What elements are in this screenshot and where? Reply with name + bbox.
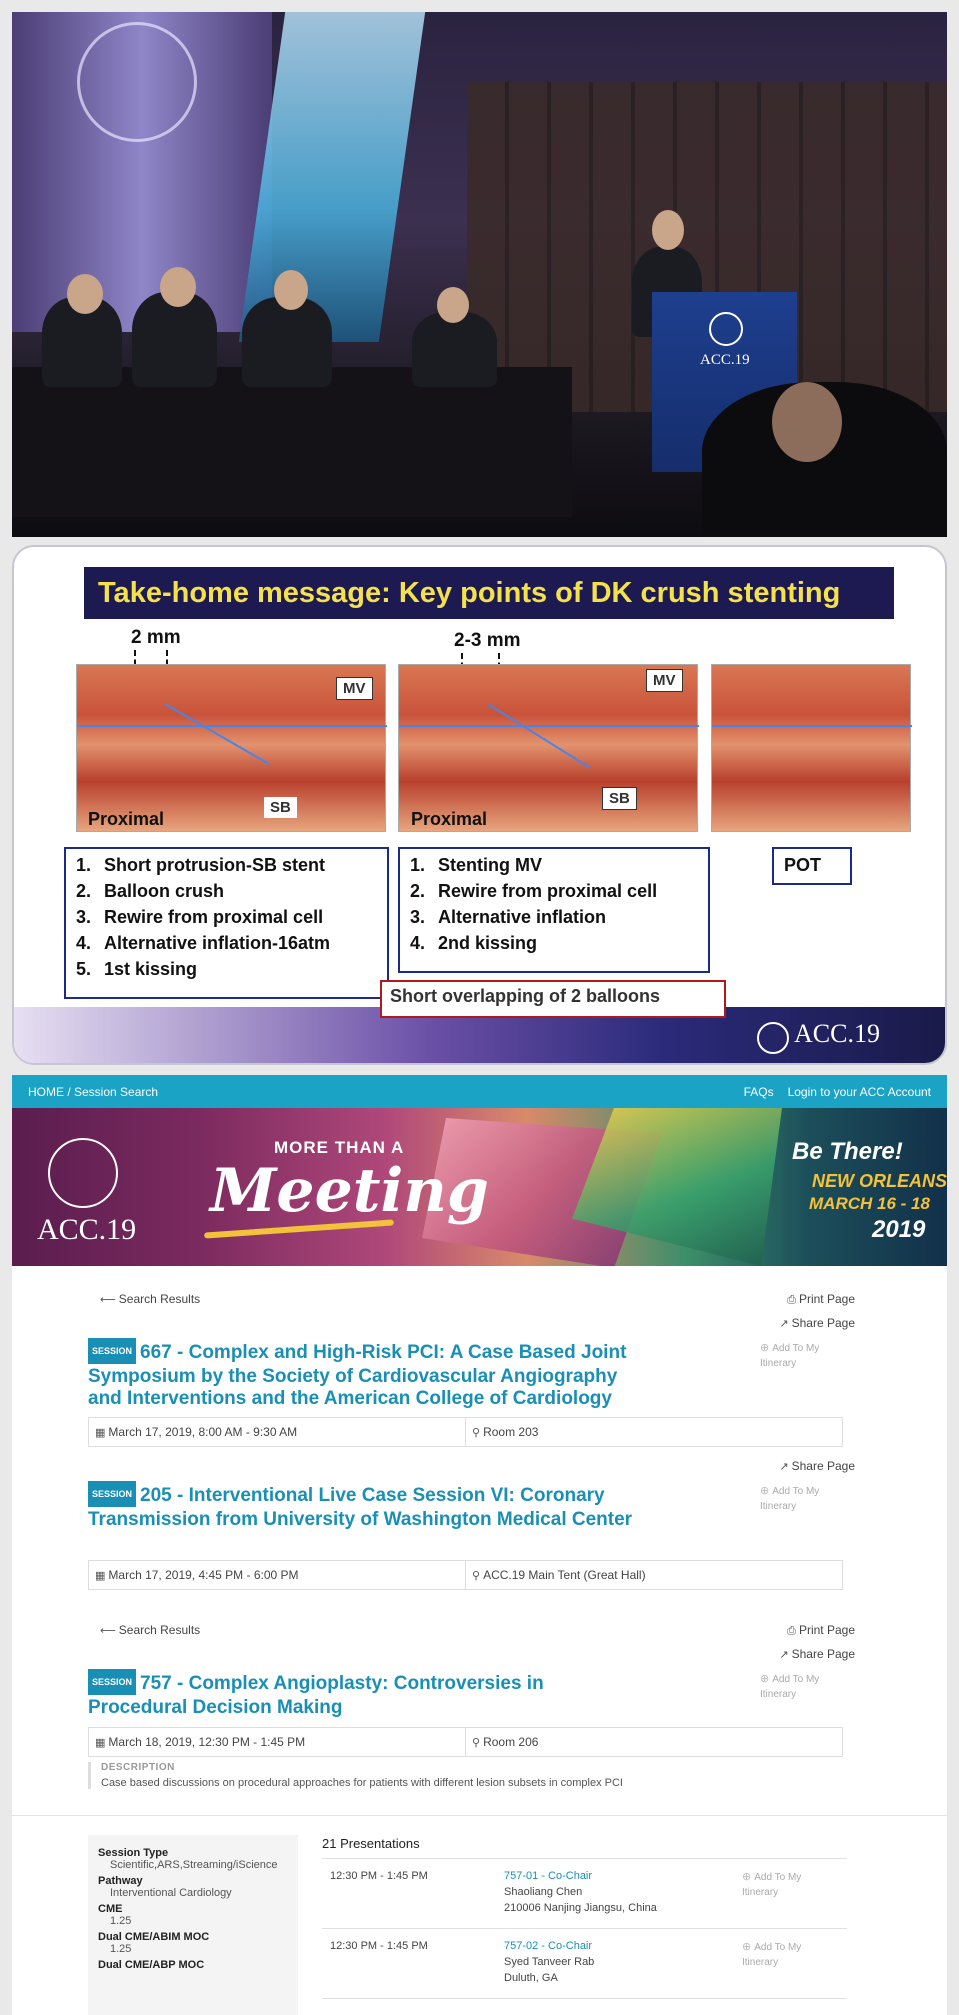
panelist-4-head bbox=[437, 287, 469, 323]
list-item: 1. Stenting MV bbox=[410, 855, 542, 875]
list-item: 2. Balloon crush bbox=[76, 881, 225, 901]
pathway-value: Interventional Cardiology bbox=[110, 1887, 232, 1899]
banner-year: 2019 bbox=[872, 1216, 926, 1243]
calendar-icon: ▦ bbox=[95, 1426, 106, 1439]
print-icon: ⎙ bbox=[787, 1625, 796, 1637]
map-marker-icon: ⚲ bbox=[472, 1736, 481, 1749]
conference-photo bbox=[12, 12, 947, 537]
session-title[interactable]: SESSION 205 - Interventional Live Case Session VI: Coronary Transmission from University of Washington Medical Center bbox=[88, 1483, 648, 1531]
divider bbox=[12, 1815, 947, 1816]
presentation-time: 12:30 PM - 1:45 PM bbox=[330, 1940, 428, 1952]
banner-be-there: Be There! bbox=[792, 1138, 903, 1165]
presentation-slide bbox=[12, 545, 947, 1065]
session-details-sidebar bbox=[88, 1835, 298, 2015]
presentation-title-link[interactable]: 757-02 - Co-Chair bbox=[504, 1940, 593, 1952]
acc19-banner bbox=[12, 1108, 947, 1266]
presenter-name: Syed Tanveer Rab bbox=[504, 1956, 595, 1968]
presentation-time: 12:30 PM - 1:45 PM bbox=[330, 1870, 428, 1882]
divider bbox=[322, 1928, 847, 1929]
breadcrumb[interactable]: HOME / Session Search bbox=[28, 1084, 159, 1099]
guidewire bbox=[712, 725, 912, 727]
banner-dates: MARCH 16 - 18 bbox=[809, 1194, 930, 1213]
map-marker-icon: ⚲ bbox=[472, 1426, 481, 1439]
sb-label: SB bbox=[602, 787, 637, 810]
arrow-left-icon: ⟵ bbox=[100, 1294, 116, 1306]
list-item: 3. Alternative inflation bbox=[410, 907, 607, 927]
plus-circle-icon: ⊕ bbox=[742, 1871, 752, 1883]
session-room: ⚲ Room 206 bbox=[472, 1735, 539, 1749]
cme-value: 1.25 bbox=[110, 1915, 132, 1927]
presentation-row bbox=[322, 1860, 847, 1920]
guidewire bbox=[399, 725, 699, 727]
login-link[interactable]: Login to your ACC Account bbox=[787, 1084, 931, 1099]
share-icon: ↗ bbox=[779, 1461, 789, 1473]
add-to-itinerary[interactable]: ⊕ Add To My Itinerary bbox=[742, 1941, 802, 1968]
map-marker-icon: ⚲ bbox=[472, 1569, 481, 1582]
abim-label: Dual CME/ABIM MOC bbox=[98, 1931, 210, 1943]
abim-value: 1.25 bbox=[110, 1943, 132, 1955]
session-title[interactable]: SESSION 757 - Complex Angioplasty: Controversies in Procedural Decision Making bbox=[88, 1671, 648, 1719]
print-page-link[interactable]: ⎙ Print Page bbox=[787, 1292, 855, 1306]
mv-label: MV bbox=[646, 669, 683, 692]
print-icon: ⎙ bbox=[787, 1294, 796, 1306]
mv-label: MV bbox=[336, 677, 373, 700]
acc-logo-text: ACC.19 bbox=[37, 1213, 137, 1246]
session-badge: SESSION bbox=[88, 1338, 136, 1364]
share-page-link[interactable]: ↗ Share Page bbox=[779, 1459, 855, 1473]
pot-box bbox=[772, 847, 852, 885]
speaker-head bbox=[652, 210, 684, 250]
print-page-link[interactable]: ⎙ Print Page bbox=[787, 1623, 855, 1637]
session-badge: SESSION bbox=[88, 1481, 136, 1507]
acc-seal-backdrop bbox=[77, 22, 197, 142]
list-item: 5. 1st kissing bbox=[76, 959, 198, 979]
add-to-itinerary[interactable]: ⊕ Add To My Itinerary bbox=[760, 1673, 820, 1700]
cme-label: CME bbox=[98, 1903, 123, 1915]
session-title[interactable]: SESSION 667 - Complex and High-Risk PCI: A Case Based Joint Symposium by the Society of Cardiovascular Angiography and Interventions and the American College of Cardiology bbox=[88, 1340, 648, 1410]
list-item: 4. Alternative inflation-16atm bbox=[76, 933, 331, 953]
panelist-3 bbox=[242, 297, 332, 387]
add-to-itinerary[interactable]: ⊕ Add To My Itinerary bbox=[742, 1871, 802, 1898]
presentation-row bbox=[322, 1930, 847, 1990]
banner-location: NEW ORLEANS bbox=[812, 1171, 947, 1191]
presentations-count: 21 Presentations bbox=[322, 1836, 420, 1851]
share-page-link[interactable]: ↗ Share Page bbox=[779, 1316, 855, 1330]
session-date: ▦ March 17, 2019, 4:45 PM - 6:00 PM bbox=[89, 1561, 466, 1589]
slide-logo: ACC.19 bbox=[794, 1019, 880, 1048]
podium-seal bbox=[709, 312, 743, 346]
add-to-itinerary[interactable]: ⊕ Add To My Itinerary bbox=[760, 1342, 820, 1369]
plus-circle-icon: ⊕ bbox=[760, 1342, 770, 1354]
scale-label-middle: 2-3 mm bbox=[454, 630, 521, 651]
session-date: ▦ March 17, 2019, 8:00 AM - 9:30 AM bbox=[89, 1418, 466, 1446]
sb-label: SB bbox=[264, 797, 297, 818]
add-to-itinerary[interactable]: ⊕ Add To My Itinerary bbox=[760, 1485, 820, 1512]
acc-seal-icon bbox=[48, 1138, 118, 1208]
presentation-title-link[interactable]: 757-01 - Co-Chair bbox=[504, 1870, 593, 1882]
proximal-label: Proximal bbox=[88, 809, 165, 829]
faqs-link[interactable]: FAQs bbox=[743, 1084, 774, 1099]
crush-steps-list bbox=[64, 847, 389, 999]
session-room: ⚲ ACC.19 Main Tent (Great Hall) bbox=[472, 1568, 646, 1582]
banner-tagline: MORE THAN A bbox=[274, 1138, 405, 1157]
plus-circle-icon: ⊕ bbox=[760, 1485, 770, 1497]
divider bbox=[322, 1858, 847, 1859]
session-info-row bbox=[88, 1727, 843, 1757]
abp-label: Dual CME/ABP MOC bbox=[98, 1959, 205, 1971]
panelist-4 bbox=[412, 312, 497, 387]
acc-seal-icon bbox=[757, 1022, 789, 1054]
panelist-3-head bbox=[274, 270, 308, 310]
session-description bbox=[88, 1762, 843, 1789]
panelist-2-head bbox=[160, 267, 196, 307]
panel-table bbox=[12, 367, 572, 517]
session-badge: SESSION bbox=[88, 1669, 136, 1695]
search-results-link[interactable]: ⟵ Search Results bbox=[100, 1623, 201, 1637]
audience-member-head bbox=[772, 382, 842, 462]
session-type-label: Session Type bbox=[98, 1847, 169, 1859]
banner-headline: Meeting bbox=[210, 1156, 489, 1226]
share-icon: ↗ bbox=[779, 1318, 789, 1330]
calendar-icon: ▦ bbox=[95, 1736, 106, 1749]
search-results-link[interactable]: ⟵ Search Results bbox=[100, 1292, 201, 1306]
list-item: 3. Rewire from proximal cell bbox=[76, 907, 324, 927]
guidewire bbox=[488, 703, 591, 768]
pathway-label: Pathway bbox=[98, 1875, 143, 1887]
scale-label-left: 2 mm bbox=[131, 627, 181, 648]
guidewire bbox=[77, 725, 387, 727]
calendar-icon: ▦ bbox=[95, 1569, 106, 1582]
list-item: 2. Rewire from proximal cell bbox=[410, 881, 658, 901]
session-info-row bbox=[88, 1560, 843, 1590]
mv-steps-list bbox=[398, 847, 710, 973]
top-nav-bar bbox=[12, 1075, 947, 1108]
podium-text: ACC.19 bbox=[700, 352, 750, 368]
session-type-value: Scientific,ARS,Streaming/iScience bbox=[110, 1859, 278, 1871]
description-heading: DESCRIPTION bbox=[101, 1762, 175, 1773]
slide-title: Take-home message: Key points of DK crush stenting bbox=[84, 567, 894, 619]
artery-illustration-3 bbox=[711, 664, 911, 832]
share-icon: ↗ bbox=[779, 1649, 789, 1661]
share-page-link[interactable]: ↗ Share Page bbox=[779, 1647, 855, 1661]
guidewire bbox=[165, 703, 270, 765]
session-room: ⚲ Room 203 bbox=[472, 1425, 539, 1439]
list-item: 4. 2nd kissing bbox=[410, 933, 538, 953]
session-info-row bbox=[88, 1417, 843, 1447]
arrow-left-icon: ⟵ bbox=[100, 1625, 116, 1637]
pot-label: POT bbox=[784, 855, 822, 875]
presenter-name: Shaoliang Chen bbox=[504, 1886, 583, 1898]
description-text: Case based discussions on procedural approaches for patients with different lesion subsets in complex PCI bbox=[101, 1777, 623, 1789]
plus-circle-icon: ⊕ bbox=[742, 1941, 752, 1953]
overlap-note: Short overlapping of 2 balloons bbox=[380, 980, 726, 1018]
presenter-location: 210006 Nanjing Jiangsu, China bbox=[504, 1902, 657, 1914]
plus-circle-icon: ⊕ bbox=[760, 1673, 770, 1685]
presenter-location: Duluth, GA bbox=[504, 1972, 558, 1984]
list-item: 1. Short protrusion-SB stent bbox=[76, 855, 325, 875]
proximal-label: Proximal bbox=[411, 809, 488, 829]
session-date: ▦ March 18, 2019, 12:30 PM - 1:45 PM bbox=[89, 1728, 466, 1756]
divider bbox=[322, 1998, 847, 1999]
panelist-1-head bbox=[67, 274, 103, 314]
